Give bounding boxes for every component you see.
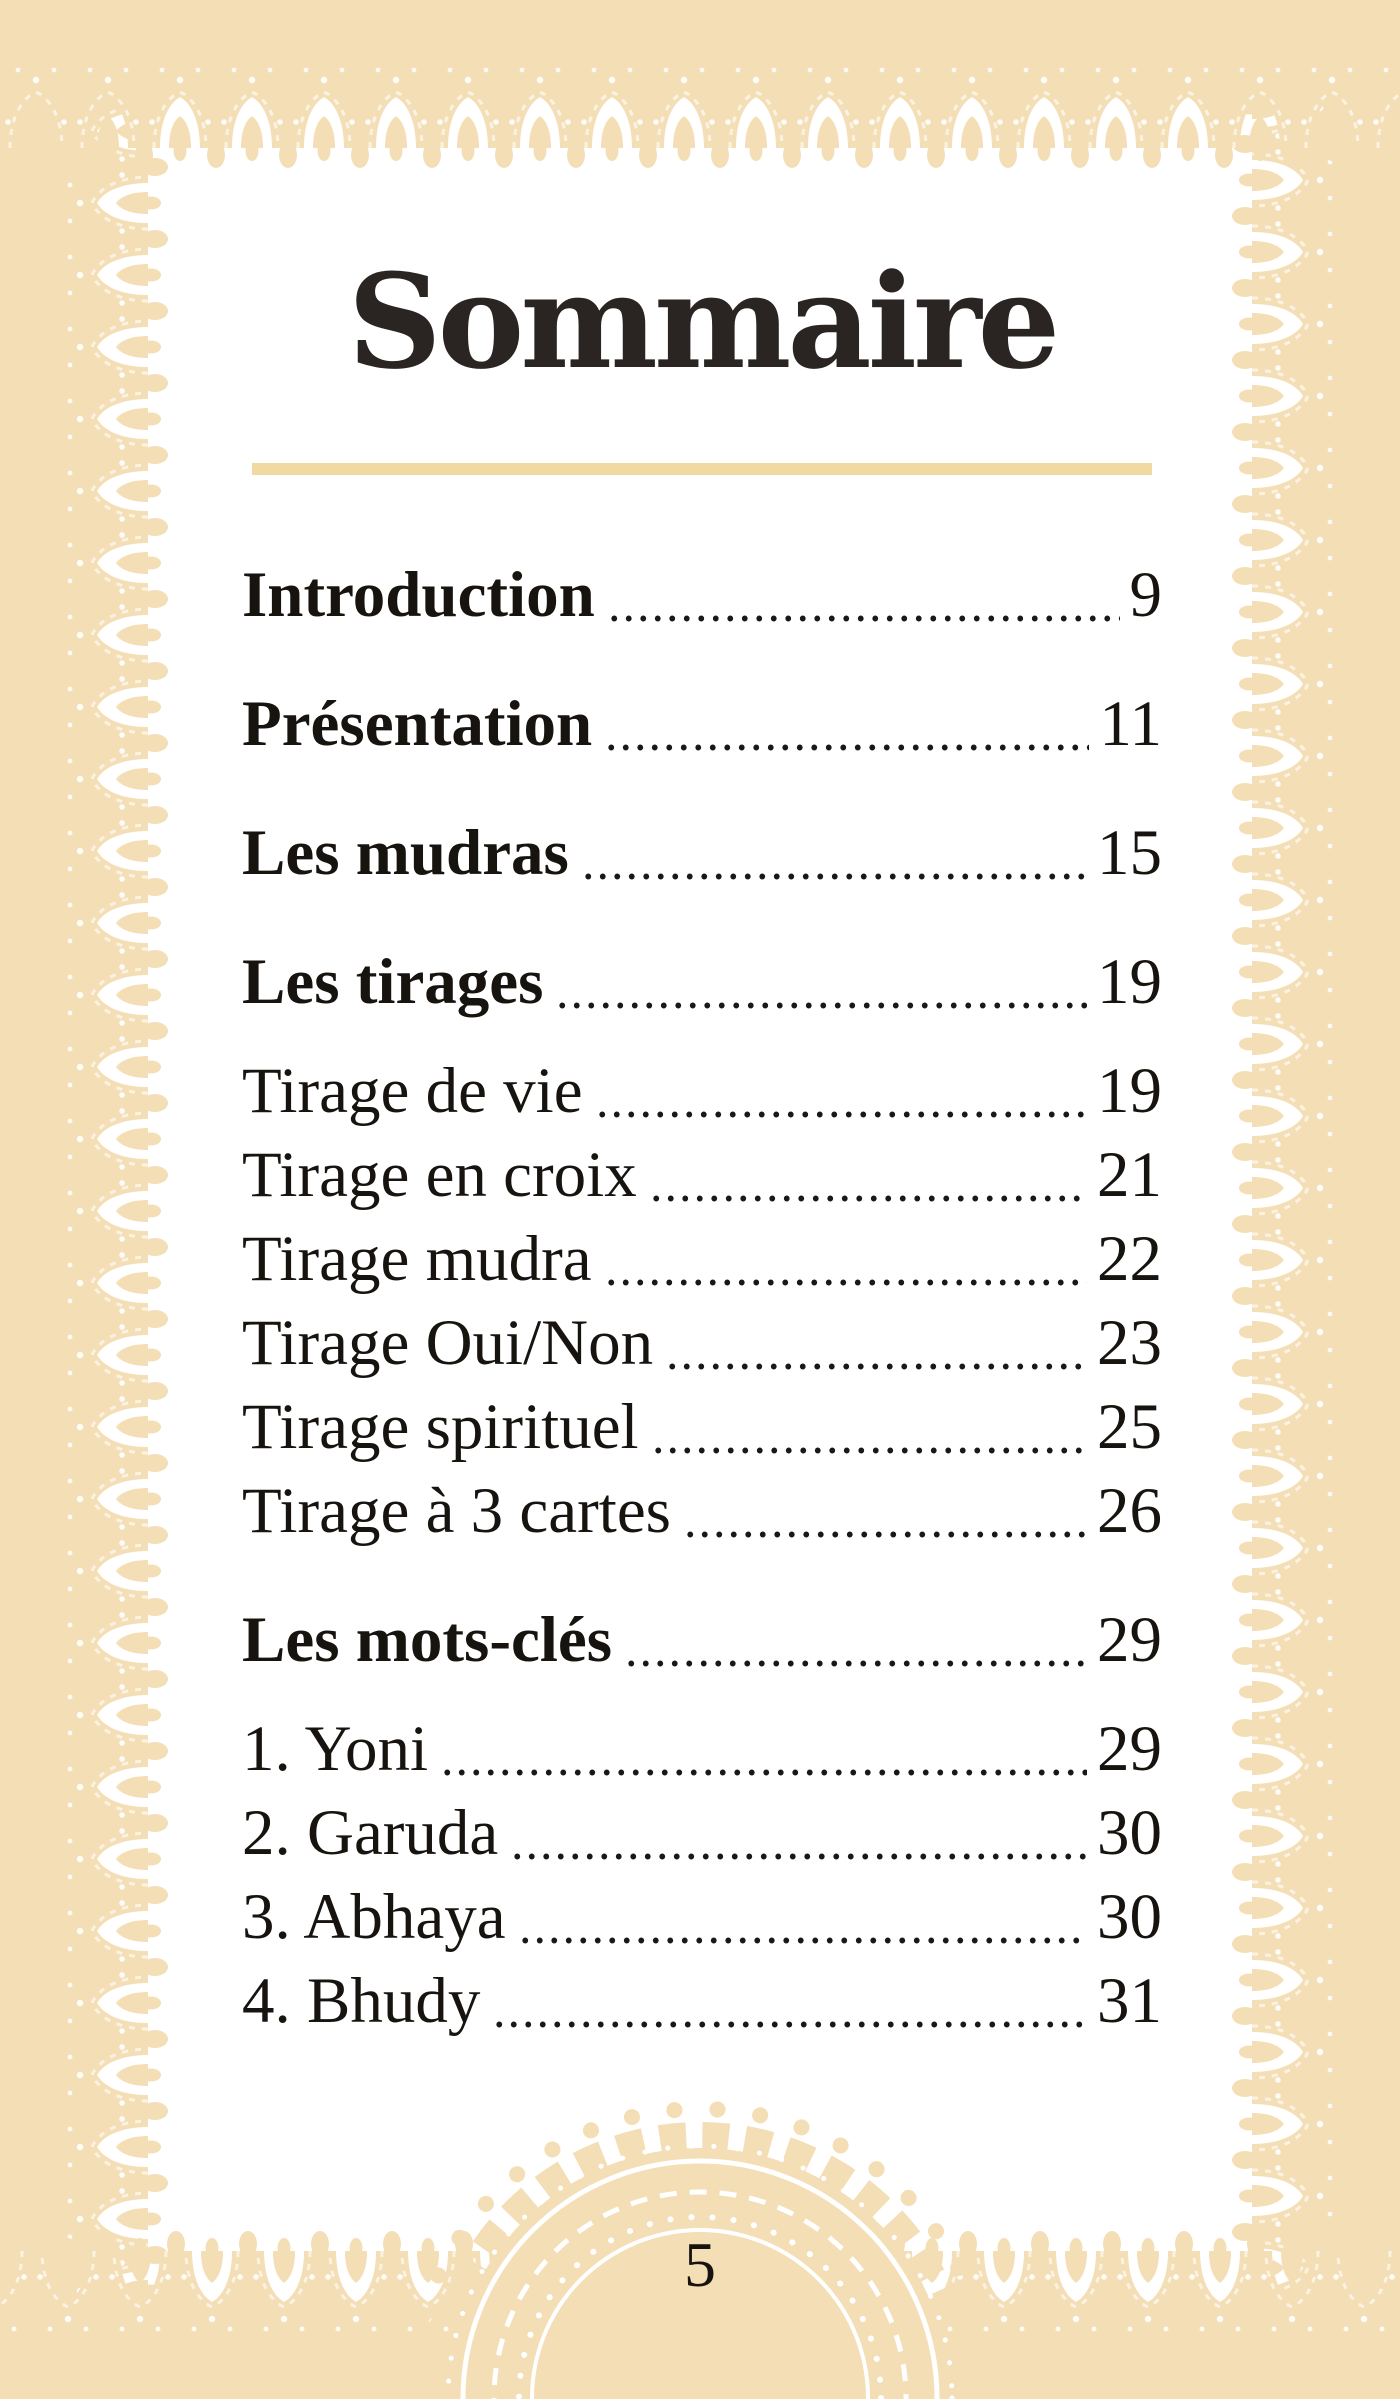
toc-entry: [242, 1875, 1162, 1959]
toc-entry-page: 21: [1097, 1139, 1162, 1211]
toc-entry-page: 19: [1097, 946, 1162, 1018]
toc-entry: [242, 1049, 1162, 1133]
toc-entry-page: 15: [1097, 817, 1162, 889]
toc-entry-page: 30: [1097, 1797, 1162, 1869]
dot-leader: [440, 1707, 1087, 1791]
dot-leader: [518, 1875, 1087, 1959]
toc-entry-page: 31: [1097, 1965, 1162, 2037]
toc-entry-page: 19: [1097, 1055, 1162, 1127]
lace-border-right: [1230, 0, 1400, 2399]
toc-entry-page: 29: [1097, 1713, 1162, 1785]
toc-entry: [242, 1791, 1162, 1875]
toc-entry: [242, 1469, 1162, 1553]
toc-entry-page: 23: [1097, 1307, 1162, 1379]
toc-entry-label: 4. Bhudy: [242, 1965, 481, 2037]
toc-entry-page: 25: [1097, 1391, 1162, 1463]
toc-entry: [242, 1598, 1162, 1682]
dot-leader: [555, 940, 1087, 1024]
toc-entry-label: Tirage en croix: [242, 1139, 637, 1211]
toc-entry-page: 9: [1129, 559, 1162, 631]
lace-border-top: [0, 0, 1400, 170]
toc-entry-page: 11: [1099, 688, 1162, 760]
page-title: Sommaire: [347, 245, 1057, 398]
dot-leader: [649, 1133, 1087, 1217]
toc-entry: [242, 1385, 1162, 1469]
toc-entry-page: 26: [1097, 1475, 1162, 1547]
toc-entry-label: Tirage de vie: [242, 1055, 583, 1127]
toc-entry-page: 29: [1097, 1604, 1162, 1676]
toc-entry-label: Tirage spirituel: [242, 1391, 639, 1463]
toc-entry: [242, 1707, 1162, 1791]
toc-entry: [242, 811, 1162, 895]
dot-leader: [595, 1049, 1087, 1133]
toc-entry: [242, 1301, 1162, 1385]
dot-leader: [492, 1959, 1087, 2043]
toc-entry: [242, 1959, 1162, 2043]
dot-leader: [510, 1791, 1087, 1875]
dot-leader: [665, 1301, 1087, 1385]
toc-entry-label: Tirage mudra: [242, 1223, 592, 1295]
toc-entry-label: Les tirages: [242, 946, 544, 1018]
toc-entry: [242, 1133, 1162, 1217]
page-number: 5: [684, 2229, 716, 2300]
toc-entry: [242, 940, 1162, 1024]
toc-entry-label: Les mudras: [242, 817, 569, 889]
toc-entry-label: Tirage à 3 cartes: [242, 1475, 671, 1547]
toc-entry-page: 30: [1097, 1881, 1162, 1953]
lace-border-left: [0, 0, 170, 2399]
toc-entry-page: 22: [1097, 1223, 1162, 1295]
title-divider: [252, 463, 1152, 475]
toc-entry: [242, 1217, 1162, 1301]
dot-leader: [604, 682, 1089, 766]
dot-leader: [581, 811, 1087, 895]
toc-entry: [242, 553, 1162, 637]
toc-content: [150, 172, 1250, 2227]
dot-leader: [607, 553, 1120, 637]
toc-entry-label: Présentation: [242, 688, 593, 760]
toc-entry-label: 1. Yoni: [242, 1713, 429, 1785]
dot-leader: [683, 1469, 1087, 1553]
toc-entry-label: 2. Garuda: [242, 1797, 499, 1869]
toc-entry-label: 3. Abhaya: [242, 1881, 506, 1953]
dot-leader: [624, 1598, 1087, 1682]
toc-entry: [242, 682, 1162, 766]
table-of-contents: [242, 553, 1162, 2043]
toc-entry-label: Tirage Oui/Non: [242, 1307, 654, 1379]
dot-leader: [651, 1385, 1087, 1469]
toc-entry-label: Introduction: [242, 559, 595, 631]
toc-entry-label: Les mots-clés: [242, 1604, 613, 1676]
dot-leader: [604, 1217, 1087, 1301]
